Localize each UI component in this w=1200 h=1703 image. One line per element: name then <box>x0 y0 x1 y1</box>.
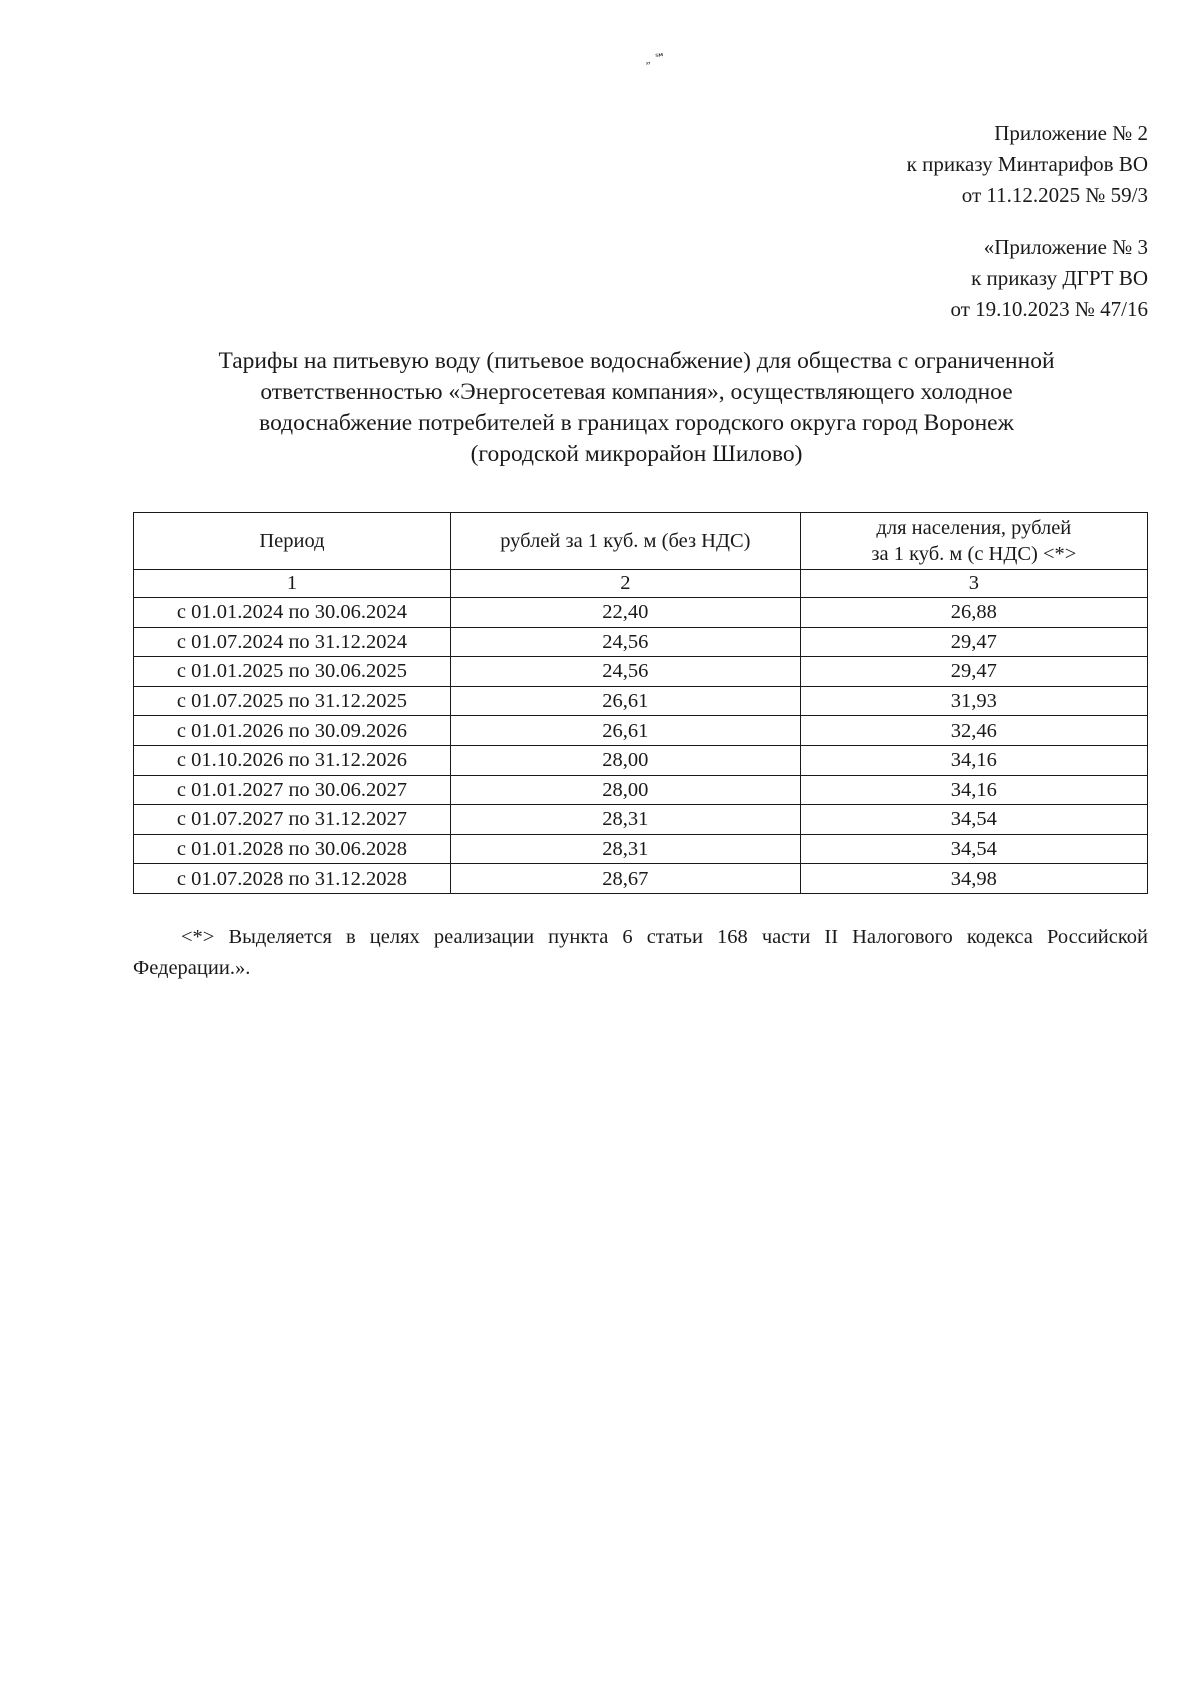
appendix-number: «Приложение № 3 <box>983 235 1148 259</box>
cell-net-tariff: 28,67 <box>450 864 800 894</box>
footnote: <*> Выделяется в целях реализации пункта 6 статьи 168 части II Налогового кодекса Российской Федерации.». <box>133 926 1148 979</box>
appendix-reference-current <box>907 118 1148 211</box>
cell-gross-tariff: 29,47 <box>800 657 1147 687</box>
column-number: 1 <box>134 570 451 598</box>
cell-period: с 01.07.2028 по 31.12.2028 <box>134 864 451 894</box>
table-row <box>134 745 1148 775</box>
cell-period: с 01.01.2027 по 30.06.2027 <box>134 775 451 805</box>
document-title <box>125 346 1148 470</box>
cell-period: с 01.07.2025 по 31.12.2025 <box>134 686 451 716</box>
column-number-row <box>134 570 1148 598</box>
header-gross-line: для населения, рублей <box>876 517 1072 539</box>
column-number: 2 <box>450 570 800 598</box>
table-row <box>134 805 1148 835</box>
appendix-order-ref: к приказу Минтарифов ВО <box>906 152 1148 176</box>
appendix-number: Приложение № 2 <box>994 121 1148 145</box>
cell-net-tariff: 28,31 <box>450 805 800 835</box>
cell-gross-tariff: 29,47 <box>800 627 1147 657</box>
cell-net-tariff: 26,61 <box>450 716 800 746</box>
cell-period: с 01.01.2026 по 30.09.2026 <box>134 716 451 746</box>
column-number: 3 <box>800 570 1147 598</box>
cell-gross-tariff: 34,98 <box>800 864 1147 894</box>
cell-net-tariff: 28,31 <box>450 834 800 864</box>
cell-period: с 01.07.2027 по 31.12.2027 <box>134 805 451 835</box>
header-net-tariff: рублей за 1 куб. м (без НДС) <box>450 513 800 570</box>
cell-period: с 01.01.2028 по 30.06.2028 <box>134 834 451 864</box>
title-line: водоснабжение потребителей в границах городского округа город Воронеж <box>259 410 1014 436</box>
cell-net-tariff: 24,56 <box>450 627 800 657</box>
table-row <box>134 775 1148 805</box>
table-row <box>134 716 1148 746</box>
cell-gross-tariff: 32,46 <box>800 716 1147 746</box>
header-row <box>134 513 1148 570</box>
tariff-table-body <box>134 570 1148 894</box>
appendix-order-date: от 19.10.2023 № 47/16 <box>950 297 1148 321</box>
cell-net-tariff: 24,56 <box>450 657 800 687</box>
scan-artifact-mark: „ ℠ <box>644 51 668 67</box>
table-row <box>134 598 1148 628</box>
table-row <box>134 686 1148 716</box>
cell-gross-tariff: 34,16 <box>800 775 1147 805</box>
appendix-order-date: от 11.12.2025 № 59/3 <box>961 183 1148 207</box>
cell-period: с 01.07.2024 по 31.12.2024 <box>134 627 451 657</box>
title-line: Тарифы на питьевую воду (питьевое водоснабжение) для общества с ограниченной <box>218 348 1055 374</box>
table-row <box>134 834 1148 864</box>
title-line: ответственностью «Энергосетевая компания», осуществляющего холодное <box>260 379 1013 405</box>
appendix-reference-original <box>950 232 1148 325</box>
table-row <box>134 627 1148 657</box>
cell-net-tariff: 28,00 <box>450 745 800 775</box>
table-row <box>134 864 1148 894</box>
tariff-table-header <box>134 513 1148 570</box>
cell-gross-tariff: 34,54 <box>800 805 1147 835</box>
cell-gross-tariff: 34,54 <box>800 834 1147 864</box>
appendix-order-ref: к приказу ДГРТ ВО <box>971 266 1148 290</box>
header-gross-line: за 1 куб. м (с НДС) <*> <box>871 543 1077 565</box>
cell-gross-tariff: 26,88 <box>800 598 1147 628</box>
cell-gross-tariff: 31,93 <box>800 686 1147 716</box>
cell-period: с 01.01.2024 по 30.06.2024 <box>134 598 451 628</box>
header-period: Период <box>134 513 451 570</box>
tariff-table <box>133 512 1148 894</box>
cell-net-tariff: 26,61 <box>450 686 800 716</box>
cell-period: с 01.10.2026 по 31.12.2026 <box>134 745 451 775</box>
title-line: (городской микрорайон Шилово) <box>470 441 803 467</box>
table-row <box>134 657 1148 687</box>
cell-period: с 01.01.2025 по 30.06.2025 <box>134 657 451 687</box>
cell-net-tariff: 28,00 <box>450 775 800 805</box>
cell-net-tariff: 22,40 <box>450 598 800 628</box>
header-gross-tariff <box>800 513 1147 570</box>
cell-gross-tariff: 34,16 <box>800 745 1147 775</box>
